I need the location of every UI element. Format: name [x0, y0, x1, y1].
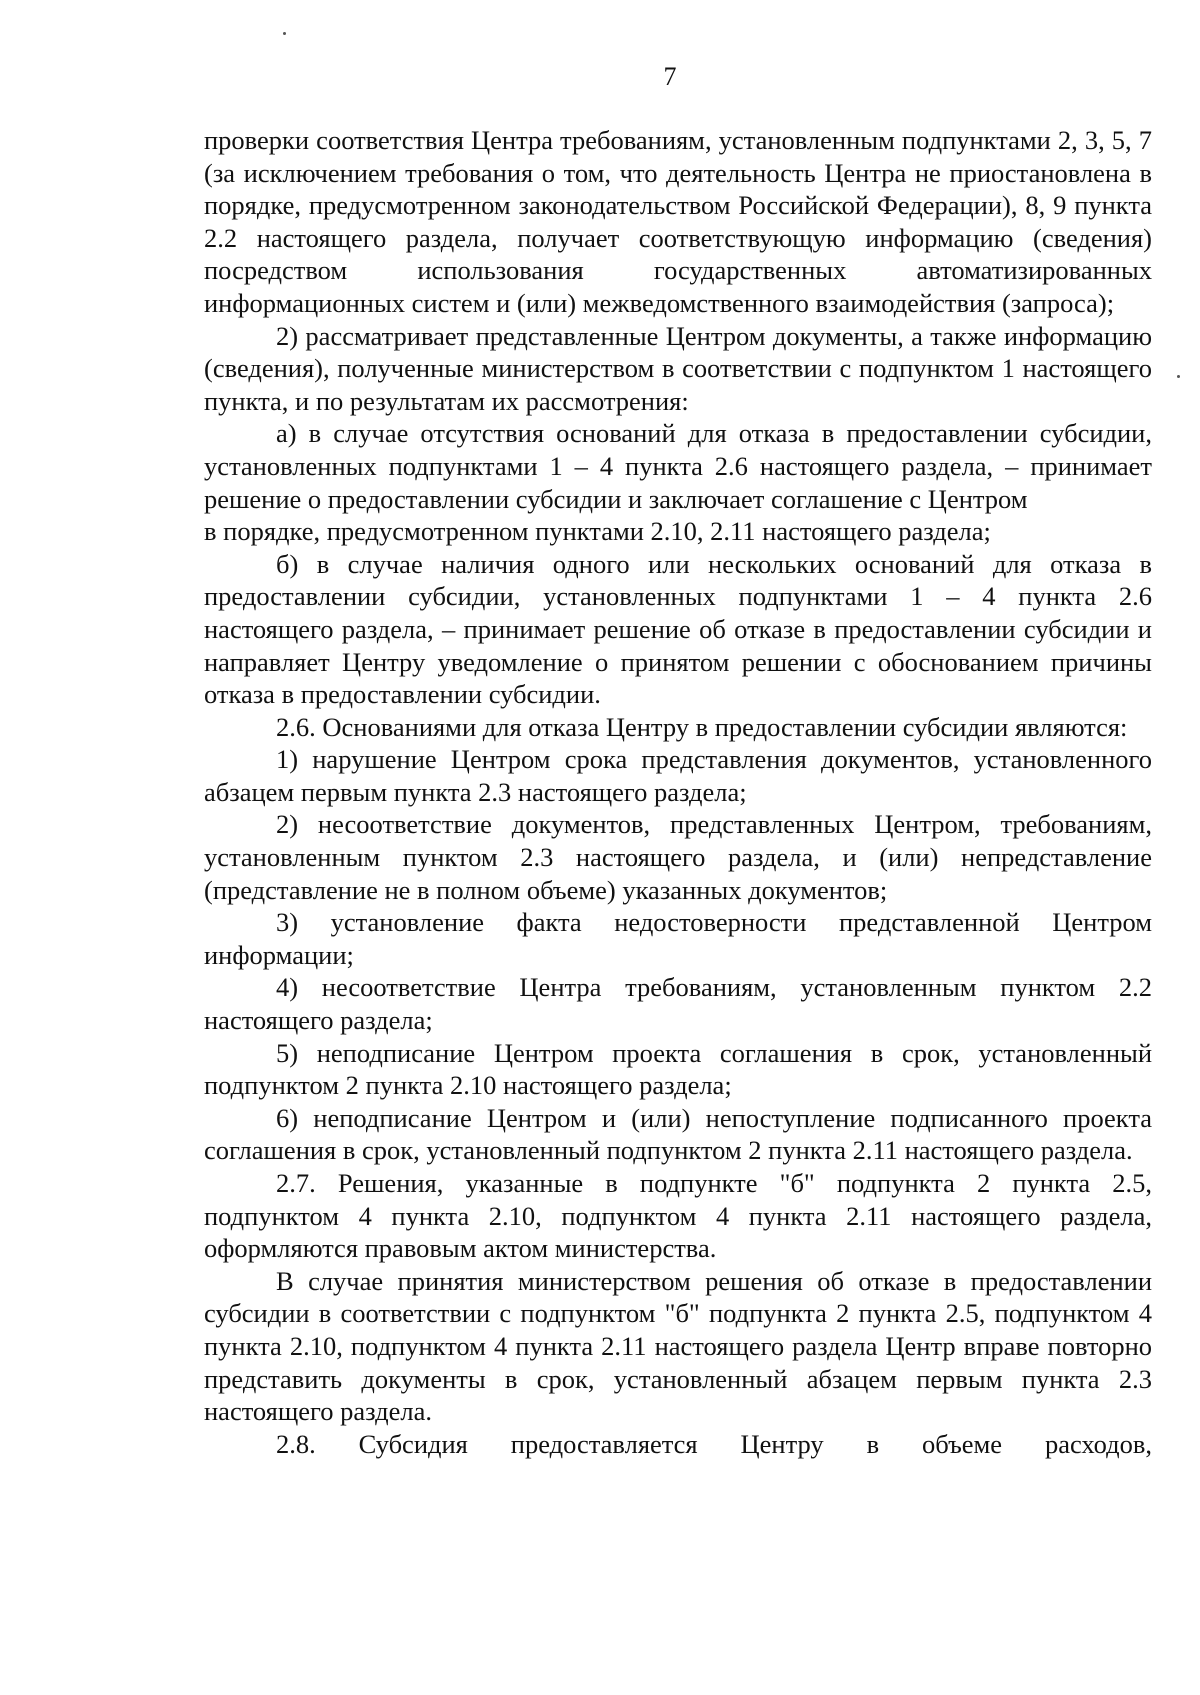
document-body: [204, 124, 1152, 1460]
paragraph-item-b: б) в случае наличия одного или нескольких оснований для отказа в предоставлении субсидии, установленных подпунктами 1 – 4 пункта 2.6 настоящего раздела, – принимает решение об отказе в предоставлении субсидии и направляет Центру уведомление о принятом решении с обоснованием причины отказа в предоставлении субсидии.: [204, 548, 1152, 710]
paragraph-2-6-item-5: 5) неподписание Центром проекта соглашения в срок, установленный подпунктом 2 пункта 2.10 настоящего раздела;: [204, 1037, 1152, 1101]
paragraph-2-7-second: В случае принятия министерством решения об отказе в предоставлении субсидии в соответствии с подпунктом "б" подпункта 2 пункта 2.5, подпунктом 4 пункта 2.10, подпунктом 4 пункта 2.11 настоящего раздела Центр вправе повторно представить документы в срок, установленный абзацем первым пункта 2.3 настоящего раздела.: [204, 1265, 1152, 1427]
paragraph-2-6-item-1: 1) нарушение Центром срока представления документов, установленного абзацем первым пункта 2.3 настоящего раздела;: [204, 744, 1152, 807]
paragraph-item-a: а) в случае отсутствия оснований для отказа в предоставлении субсидии, установленных подпунктами 1 – 4 пункта 2.6 настоящего раздела, – принимает решение о предоставлении субсидии и заключает соглашение с Центром: [204, 418, 1152, 514]
scan-speck: [1177, 375, 1180, 378]
paragraph-2-8: 2.8. Субсидия предоставляется Центру в объеме расходов,: [276, 1428, 1152, 1459]
paragraph-2-6: 2.6. Основаниями для отказа Центру в предоставлении субсидии являются:: [276, 711, 1128, 742]
paragraph-2-6-item-4: 4) несоответствие Центра требованиям, установленным пунктом 2.2 настоящего раздела;: [204, 972, 1152, 1036]
paragraph-item-2: 2) рассматривает представленные Центром документы, а также информацию (сведения), полученные министерством в соответствии с подпунктом 1 настоящего пункта, и по результатам их рассмотрения:: [204, 320, 1152, 416]
paragraph-2-6-item-2: 2) несоответствие документов, представленных Центром, требованиям, установленным пунктом 2.3 настоящего раздела, и (или) непредставление (представление не в полном объеме) указанных документов;: [204, 809, 1152, 905]
paragraph-2-6-item-3: 3) установление факта недостоверности представленной Центром информации;: [204, 907, 1152, 970]
paragraph-continuation: проверки соответствия Центра требованиям, установленным подпунктами 2, 3, 5, 7 (за исключением требования о том, что деятельность Центра не приостановлена в порядке, предусмотренном законодательством Российской Федерации), 8, 9 пункта 2.2 настоящего раздела, получает соответствующую информацию (сведения) посредством использования государственных автоматизированных информационных систем и (или) межведомственного взаимодействия (запроса);: [204, 125, 1152, 318]
paragraph-item-a-continuation: в порядке, предусмотренном пунктами 2.10, 2.11 настоящего раздела;: [204, 516, 991, 547]
paragraph-2-6-item-6: 6) неподписание Центром и (или) непоступление подписанного проекта соглашения в срок, установленный подпунктом 2 пункта 2.11 настоящего раздела.: [204, 1102, 1152, 1166]
page-number: 7: [663, 62, 677, 91]
paragraph-2-7: 2.7. Решения, указанные в подпункте "б" подпункта 2 пункта 2.5, подпунктом 4 пункта 2.10, подпунктом 4 пункта 2.11 настоящего раздела, оформляются правовым актом министерства.: [204, 1168, 1152, 1264]
scan-speck: [283, 32, 286, 35]
